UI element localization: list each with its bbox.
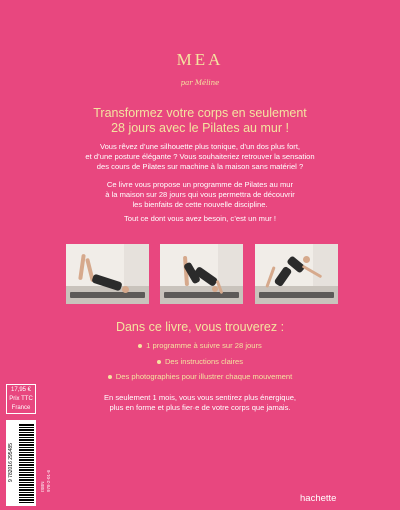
list-item-label: Des photographies pour illustrer chaque mouvement	[115, 372, 293, 381]
closing-line: plus en forme et plus fier·e de votre corps que jamais.	[109, 403, 291, 412]
barcode	[6, 420, 36, 506]
list-item-label: 1 programme à suivre sur 28 jours	[146, 341, 262, 350]
intro-line: Vous rêvez d’une silhouette plus tonique, d’un dos plus fort,	[99, 142, 301, 151]
publisher-logo: hachette	[300, 493, 337, 504]
barcode-bars-icon	[19, 423, 34, 503]
program-line: à la maison sur 28 jours qui vous permettra de découvrir	[105, 190, 295, 199]
wall-sentence: Tout ce dont vous avez besoin, c’est un mur !	[124, 214, 276, 223]
isbn	[40, 418, 58, 492]
bullet-dot-icon	[108, 375, 112, 379]
isbn-label: ISBN	[40, 481, 45, 492]
headline-line: 28 jours avec le Pilates au mur !	[111, 121, 289, 135]
exercise-photo-3	[255, 244, 338, 304]
price-value: 17,95 €	[10, 387, 32, 393]
brand-name: MEA	[176, 50, 224, 69]
closing-line: En seulement 1 mois, vous vous sentirez plus énergique,	[103, 393, 297, 402]
bullet-dot-icon	[157, 360, 161, 364]
price-country: France	[11, 405, 31, 411]
intro-line: des cours de Pilates sur machine à la maison sans matériel ?	[96, 162, 304, 171]
intro-line: et d’une posture élégante ? Vous souhaiteriez retrouver la sensation	[85, 152, 315, 161]
program-line: les bienfaits de cette nouvelle discipline.	[132, 200, 268, 209]
isbn-number: 978-2-01-6	[46, 469, 51, 492]
barcode-digits: 9 782016 295485	[8, 443, 14, 483]
program-paragraph	[84, 180, 316, 210]
exercise-photo-1	[66, 244, 149, 304]
feature-list	[0, 338, 400, 385]
price-note: Prix TTC	[9, 396, 33, 402]
headline	[60, 106, 340, 136]
program-line: Ce livre vous propose un programme de Pilates au mur	[106, 180, 294, 189]
exercise-photo-2	[160, 244, 243, 304]
intro-paragraph	[84, 142, 316, 172]
closing-paragraph	[80, 393, 320, 413]
brand-byline: par Méline	[180, 79, 220, 87]
section-title: Dans ce livre, vous trouverez :	[115, 320, 285, 334]
headline-line: Transformez votre corps en seulement	[93, 106, 307, 120]
price-box	[6, 384, 36, 414]
list-item-label: Des instructions claires	[164, 356, 244, 366]
bullet-dot-icon	[138, 344, 142, 348]
list-item	[0, 338, 400, 354]
list-item	[0, 354, 400, 370]
list-item	[0, 369, 400, 385]
